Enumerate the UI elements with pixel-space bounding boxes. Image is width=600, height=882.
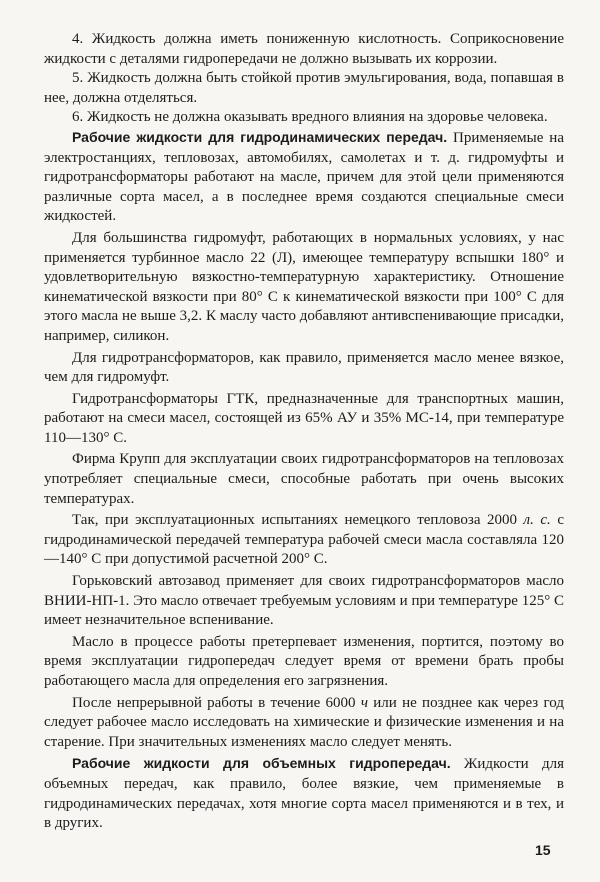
- paragraph-fluid-couplings: Для большинства гидромуфт, работающих в нормальных условиях, у нас применяется турбинное масло 22 (Л), имеющее температуру вспышки 180° и удовлетворительную вязкостно-температурную характеристику. Отношение кинематической вязкости при 80° С к кинематической вязкости при 100° С для этого масла не выше 3,2. К маслу часто добавляют антивспенивающие присадки, например, силикон.: [44, 229, 564, 344]
- paragraph-oil-sampling: Масло в процессе работы претерпевает изменения, портится, поэтому во время эксплуатации гидропередач следует время от времени брать пробы работающего масла для определения его загрязнения.: [44, 633, 564, 689]
- paragraph-torque-converters: Для гидротрансформаторов, как правило, применяется масло менее вязкое, чем для гидромуфт.: [44, 349, 564, 386]
- document-page: [44, 30, 564, 834]
- paragraph-volumetric-fluids: [44, 754, 564, 833]
- paragraph-gorky-plant: Горьковский автозавод применяет для своих гидротрансформаторов масло ВНИИ-НП-1. Это масло отвечает требуемым условиям и при температуре 125° С имеет незначительное вспенивание.: [44, 573, 564, 629]
- unit-italic: ч: [360, 694, 368, 711]
- paragraph-requirement-6: 6. Жидкость не должна оказывать вредного влияния на здоровье человека.: [72, 109, 548, 126]
- paragraph-text: После непрерывной работы в течение 6000: [72, 694, 361, 711]
- paragraph-oil-replacement: [44, 694, 564, 753]
- paragraph-text: Применяемые на электростанциях, тепловозах, автомобилях, самолетах и т. д. гидромуфты и гидротрансформаторы работают на масле, причем для этой цели применяются различные сорта масел, а в последнее время создаются специальные смеси жидкостей.: [44, 129, 564, 225]
- paragraph-requirement-4: 4. Жидкость должна иметь пониженную кислотность. Соприкосновение жидкости с деталями гидропередачи не должно вызывать их коррозии.: [44, 31, 564, 67]
- paragraph-gtk: Гидротрансформаторы ГТК, предназначенные для транспортных машин, работают на смеси масел, состоящей из 65% АУ и 35% МС-14, при температуре 110—130° С.: [44, 390, 564, 446]
- paragraph-text: с гидродинамической передачей температура рабочей смеси масла составляла 120—140° С при допустимой расчетной 200° С.: [44, 512, 564, 568]
- paragraph-krupp: Фирма Крупп для эксплуатации своих гидротрансформаторов на тепловозах употребляет специальные смеси, способные работать при очень высоких температурах.: [44, 451, 564, 507]
- paragraph-text: Жидкости для объемных передач, как правило, более вязкие, чем применяемые в гидродинамических передачах, хотя многие сорта масел применяются и в тех, и в других.: [44, 756, 564, 832]
- section-heading-volumetric: Рабочие жидкости для объемных гидропередач.: [72, 755, 451, 772]
- paragraph-hydrodynamic-fluids: [44, 128, 564, 227]
- page-number: 15: [535, 842, 551, 858]
- section-heading-hydrodynamic: Рабочие жидкости для гидродинамических передач.: [72, 128, 448, 145]
- paragraph-text: или не позднее как через год следует рабочее масло исследовать на химические и физические изменения и на старение. При значительных изменениях масло следует менять.: [44, 694, 564, 750]
- paragraph-requirement-5: 5. Жидкость должна быть стойкой против эмульгирования, вода, попавшая в нее, должна отделяться.: [44, 70, 564, 106]
- unit-italic: л. с.: [523, 512, 551, 529]
- paragraph-text: Так, при эксплуатационных испытаниях немецкого тепловоза 2000: [72, 512, 524, 529]
- paragraph-locomotive-test: [44, 511, 564, 570]
